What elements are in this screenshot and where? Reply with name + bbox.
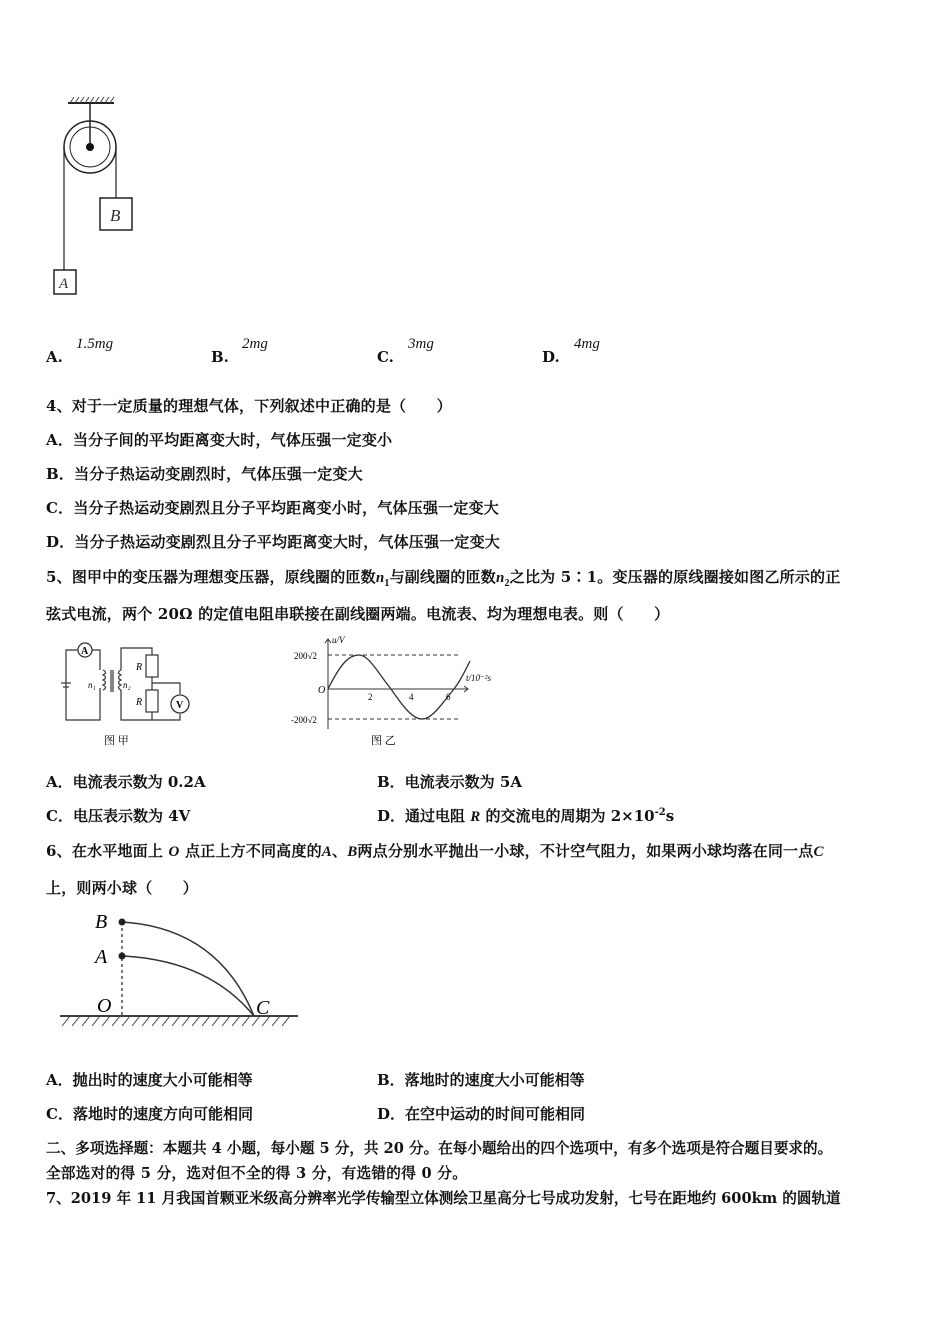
r2-label: R [136, 697, 143, 708]
q5-option-b: B．电流表示数为 5A [377, 773, 522, 791]
q6-stem-part1: 6、在水平地面上 [46, 842, 164, 860]
q5-figure-yi [288, 633, 508, 748]
label-a: A [59, 276, 69, 292]
q3-option-a-value: 1.5mg [76, 336, 114, 352]
fig-yi-caption: 图 乙 [371, 735, 396, 747]
q6-stem-line2: 上，则两小球（ ） [46, 879, 199, 897]
q4-option-b: B．当分子热运动变剧烈时，气体压强一定变大 [46, 465, 363, 483]
q3-option-b-value: 2mg [242, 336, 268, 352]
yi-xlabel: t/10⁻²s [466, 673, 491, 683]
fig-label-a: A [95, 946, 108, 968]
q4-option-d: D．当分子热运动变剧烈且分子平均距离变大时，气体压强一定变大 [46, 533, 501, 551]
fig-label-o: O [97, 995, 112, 1017]
q5-option-d-var: R [470, 809, 481, 825]
q5-figure-jia [58, 636, 198, 748]
q6-stem-part3: 两点分别水平抛出一小球，不计空气阻力，如果两小球均落在同一点 [357, 842, 814, 860]
q5-n2 [496, 570, 510, 589]
q5-n1-sub: 1 [384, 578, 390, 589]
q3-option-c-value: 3mg [408, 336, 434, 352]
q5-option-c: C．电压表示数为 4V [46, 807, 191, 825]
q5-n2-symbol: n [496, 570, 505, 586]
q5-stem-part2: 与副线圈的匝数 [389, 568, 496, 586]
yi-ymax: 200√2 [294, 651, 317, 661]
yi-tick-6: 6 [446, 692, 451, 702]
fig-label-c: C [256, 997, 270, 1019]
trajectory-a [122, 956, 254, 1016]
q5-stem-line2: 弦式电流，两个 20Ω 的定值电阻串联接在副线圈两端。电流表、均为理想电表。则（ ） [46, 605, 670, 623]
yi-origin: O [318, 685, 326, 696]
q5-option-d-part3: s [665, 807, 675, 825]
ammeter-label: A [81, 646, 89, 657]
r1-label: R [136, 662, 143, 673]
yi-tick-4: 4 [409, 692, 414, 702]
q6-projectile-figure [58, 906, 308, 1036]
q6-point-c: C [813, 844, 824, 860]
q5-stem-part3: 之比为 5∶1。变压器的原线圈接如图乙所示的正 [509, 568, 841, 586]
q6-point-a: A [321, 844, 332, 860]
sine-wave [328, 655, 470, 719]
q4-stem: 4、对于一定质量的理想气体，下列叙述中正确的是（ ） [46, 397, 452, 415]
q6-option-d: D．在空中运动的时间可能相同 [377, 1105, 586, 1123]
q5-n2-sub: 2 [504, 578, 510, 589]
q5-option-d-exp: -2 [654, 807, 666, 818]
yi-tick-2: 2 [368, 692, 373, 702]
q5-stem-part1: 5、图甲中的变压器为理想变压器，原线圈的匝数 [46, 568, 376, 586]
q6-point-o: O [168, 844, 180, 860]
q5-option-a: A．电流表示数为 0.2A [46, 773, 206, 791]
q6-stem-line1 [46, 840, 824, 861]
q3-option-b-letter: B. [211, 348, 229, 366]
q4-option-c: C．当分子热运动变剧烈且分子平均距离变小时，气体压强一定变大 [46, 499, 499, 517]
q3-option-a-letter: A. [46, 348, 63, 366]
n1-label: n₁ [88, 680, 96, 690]
q3-option-c-letter: C. [377, 348, 394, 366]
q3-option-d-value: 4mg [574, 336, 600, 352]
yi-ylabel: u/V [332, 635, 345, 645]
q5-option-d-part1: D．通过电阻 [377, 807, 466, 825]
fig-jia-caption: 图 甲 [104, 735, 129, 747]
q6-point-b: B [347, 844, 358, 860]
q5-option-d [377, 805, 674, 826]
section2-line1: 二、多项选择题：本题共 4 小题，每小题 5 分，共 20 分。在每小题给出的四个选项中，有多个选项是符合题目要求的。 [46, 1140, 833, 1157]
pulley-figure [44, 95, 144, 305]
q5-stem-line1 [46, 566, 840, 589]
q7-line1: 7、2019 年 11 月我国首颗亚米级高分辨率光学传输型立体测绘卫星高分七号成功发射，七号在距地约 600km 的圆轨道 [46, 1190, 841, 1207]
q5-n1 [375, 570, 390, 589]
q3-option-d-letter: D. [542, 348, 560, 366]
q6-sep: 、 [332, 842, 348, 860]
voltmeter-label: V [176, 700, 184, 711]
fig-label-b: B [95, 911, 108, 933]
yi-ymin: -200√2 [291, 715, 317, 725]
q5-option-d-part2: 的交流电的周期为 2×10 [485, 807, 655, 825]
q6-option-b: B．落地时的速度大小可能相等 [377, 1071, 585, 1089]
q4-option-a: A．当分子间的平均距离变大时，气体压强一定变小 [46, 431, 393, 449]
q6-option-c: C．落地时的速度方向可能相同 [46, 1105, 253, 1123]
label-b: B [110, 206, 121, 225]
section2-line2: 全部选对的得 5 分，选对但不全的得 3 分，有选错的得 0 分。 [46, 1165, 468, 1182]
q6-stem-part2: 点正上方不同高度的 [184, 842, 322, 860]
q6-option-a: A．抛出时的速度大小可能相等 [46, 1071, 253, 1089]
q5-n1-symbol: n [375, 570, 385, 586]
n2-label: n₂ [123, 680, 131, 690]
